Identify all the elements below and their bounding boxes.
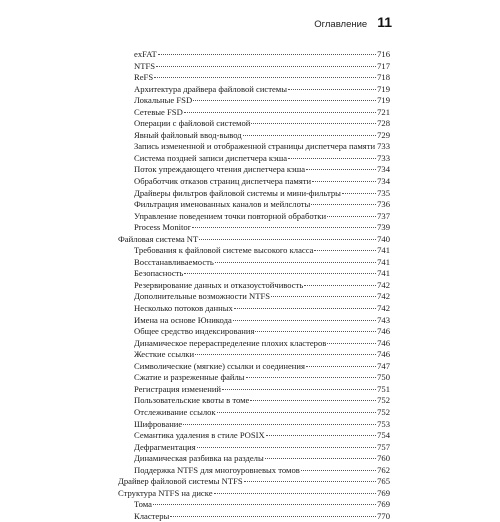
page-number: 11	[377, 14, 392, 30]
toc-entry-page: 729	[377, 129, 390, 140]
toc-entry-page: 742	[377, 303, 390, 314]
toc-entry-title: Структура NTFS на диске	[118, 487, 213, 498]
toc-entry-title: Обработчик отказов страниц диспетчера памяти	[134, 176, 312, 187]
toc-section-entry	[118, 407, 390, 419]
toc-dot-leader	[154, 77, 376, 78]
toc-dot-leader	[184, 273, 376, 274]
toc-entry-title: Символические (мягкие) ссылки и соединения	[134, 360, 305, 371]
toc-entry-page: 741	[377, 268, 390, 279]
toc-dot-leader	[314, 250, 376, 251]
toc-entry-page: 769	[377, 499, 390, 510]
toc-entry-title: Управление поведением точки повторной обработки	[134, 210, 327, 221]
toc-entry-title: Файловая система NT	[118, 233, 199, 244]
toc-section-entry	[118, 222, 390, 234]
toc-entry-title: Кластеры	[134, 510, 170, 521]
toc-dot-leader	[311, 204, 376, 205]
toc-section-entry	[118, 72, 390, 84]
page-header	[314, 14, 392, 30]
toc-entry-page: 741	[377, 256, 390, 267]
toc-section-entry	[118, 268, 390, 280]
toc-section-entry	[118, 315, 390, 327]
toc-entry-page: 769	[377, 487, 390, 498]
toc-entry-title: Шифрование	[134, 418, 183, 429]
toc-dot-leader	[288, 89, 376, 90]
toc-entry-page: 747	[377, 360, 390, 371]
toc-entry-title: ReFS	[134, 72, 154, 83]
toc-entry-page: 752	[377, 406, 390, 417]
table-of-contents	[118, 49, 390, 522]
toc-section-entry	[118, 349, 390, 361]
toc-section-entry	[118, 303, 390, 315]
toc-entry-title: Фильтрация именованных каналов и мейлслоты	[134, 199, 311, 210]
toc-entry-title: Несколько потоков данных	[134, 303, 233, 314]
toc-dot-leader	[243, 135, 376, 136]
toc-entry-page: 751	[377, 383, 390, 394]
toc-dot-leader	[215, 262, 376, 263]
toc-dot-leader	[265, 458, 376, 459]
toc-section-entry	[118, 153, 390, 165]
toc-entry-page: 740	[377, 233, 390, 244]
toc-dot-leader	[214, 493, 377, 494]
toc-section-entry	[118, 361, 390, 373]
toc-section-entry	[118, 430, 390, 442]
toc-chapter-entry	[118, 476, 390, 488]
toc-entry-title: NTFS	[134, 60, 156, 71]
toc-entry-page: 733	[377, 152, 390, 163]
toc-entry-title: Динамическая разбивка на разделы	[134, 453, 264, 464]
toc-dot-leader	[312, 181, 376, 182]
toc-entry-title: Дефрагментация	[134, 441, 196, 452]
toc-section-entry	[118, 188, 390, 200]
toc-entry-page: 765	[377, 476, 390, 487]
toc-section-entry	[118, 84, 390, 96]
toc-entry-title: Пользовательские квоты в томе	[134, 395, 250, 406]
toc-dot-leader	[306, 169, 376, 170]
toc-section-entry	[118, 384, 390, 396]
toc-dot-leader	[234, 308, 376, 309]
toc-dot-leader	[199, 239, 376, 240]
toc-entry-page: 741	[377, 245, 390, 256]
toc-entry-page: 721	[377, 106, 390, 117]
toc-entry-page: 760	[377, 453, 390, 464]
toc-entry-page: 754	[377, 430, 390, 441]
toc-dot-leader	[170, 516, 376, 517]
toc-section-entry	[118, 199, 390, 211]
toc-dot-leader	[244, 481, 376, 482]
toc-entry-page: 742	[377, 291, 390, 302]
toc-section-entry	[118, 326, 390, 338]
toc-entry-title: Операции с файловой системой	[134, 118, 251, 129]
toc-entry-title: Драйвер файловой системы NTFS	[118, 476, 243, 487]
toc-section-entry	[118, 95, 390, 107]
toc-section-entry	[118, 118, 390, 130]
toc-dot-leader	[266, 435, 376, 436]
toc-dot-leader	[184, 112, 376, 113]
toc-section-entry	[118, 499, 390, 511]
toc-section-entry	[118, 372, 390, 384]
toc-section-entry	[118, 176, 390, 188]
toc-entry-title: Тома	[134, 499, 152, 510]
toc-entry-title: Безопасность	[134, 268, 184, 279]
toc-entry-title: Архитектура драйвера файловой системы	[134, 83, 288, 94]
toc-dot-leader	[327, 343, 376, 344]
toc-dot-leader	[222, 389, 376, 390]
toc-entry-title: Поддержка NTFS для многоуровневых томов	[134, 464, 300, 475]
toc-dot-leader	[217, 412, 377, 413]
toc-entry-page: 728	[377, 118, 390, 129]
toc-entry-page: 753	[377, 418, 390, 429]
running-title: Оглавление	[314, 19, 368, 30]
toc-section-entry	[118, 164, 390, 176]
toc-entry-page: 719	[377, 83, 390, 94]
toc-entry-title: Резервирование данных и отказоустойчивость	[134, 279, 304, 290]
toc-dot-leader	[192, 227, 377, 228]
toc-section-entry	[118, 257, 390, 269]
toc-entry-page: 750	[377, 372, 390, 383]
toc-entry-title: Сетевые FSD	[134, 106, 183, 117]
toc-dot-leader	[197, 447, 376, 448]
toc-entry-page: 746	[377, 337, 390, 348]
toc-entry-title: Сжатие и разреженные файлы	[134, 372, 245, 383]
toc-dot-leader	[183, 424, 376, 425]
toc-entry-title: Общее средство индексирования	[134, 326, 255, 337]
toc-dot-leader	[153, 504, 376, 505]
toc-dot-leader	[246, 377, 377, 378]
toc-section-entry	[118, 419, 390, 431]
toc-entry-title: Динамическое перераспределение плохих кластеров	[134, 337, 327, 348]
toc-section-entry	[118, 280, 390, 292]
toc-entry-page: 716	[377, 49, 390, 59]
toc-entry-title: Имена на основе Юникода	[134, 314, 232, 325]
toc-section-entry	[118, 338, 390, 350]
toc-dot-leader	[195, 354, 376, 355]
toc-entry-page: 746	[377, 326, 390, 337]
toc-entry-title: Регистрация изменений	[134, 383, 222, 394]
toc-section-entry	[118, 61, 390, 73]
toc-dot-leader	[271, 296, 376, 297]
toc-entry-title: Требования к файловой системе высокого класса	[134, 245, 314, 256]
toc-section-entry	[118, 130, 390, 142]
toc-entry-title: Локальные FSD	[134, 95, 193, 106]
toc-entry-title: Драйверы фильтров файловой системы и мини-фильтры	[134, 187, 341, 198]
toc-entry-title: Восстанавливаемость	[134, 256, 214, 267]
toc-dot-leader	[251, 123, 376, 124]
toc-dot-leader	[306, 366, 376, 367]
toc-dot-leader	[342, 193, 376, 194]
toc-chapter-entry	[118, 488, 390, 500]
toc-entry-page: 733	[377, 141, 391, 152]
toc-entry-page: 770	[377, 510, 390, 521]
toc-entry-page: 718	[377, 72, 390, 83]
toc-entry-title: Запись измененной и отображенной страницы диспетчера памяти	[134, 141, 376, 152]
toc-dot-leader	[327, 216, 376, 217]
toc-entry-title: Жесткие ссылки	[134, 349, 195, 360]
toc-entry-page: 757	[377, 441, 390, 452]
toc-entry-title: exFAT	[134, 49, 157, 59]
toc-section-entry	[118, 245, 390, 257]
toc-entry-title: Семантика удаления в стиле POSIX	[134, 430, 265, 441]
toc-dot-leader	[233, 320, 376, 321]
toc-entry-page: 762	[377, 464, 390, 475]
toc-entry-page: 746	[377, 349, 390, 360]
toc-entry-page: 743	[377, 314, 390, 325]
toc-section-entry	[118, 395, 390, 407]
toc-entry-page: 734	[377, 164, 390, 175]
toc-section-entry	[118, 141, 390, 153]
toc-entry-title: Явный файловый ввод-вывод	[134, 129, 242, 140]
toc-entry-page: 735	[377, 187, 390, 198]
toc-dot-leader	[250, 400, 376, 401]
toc-section-entry	[118, 211, 390, 223]
toc-entry-title: Система поздней записи диспетчера кэша	[134, 152, 288, 163]
toc-entry-title: Отслеживание ссылок	[134, 406, 216, 417]
toc-entry-title: Дополнительные возможности NTFS	[134, 291, 271, 302]
toc-section-entry	[118, 465, 390, 477]
toc-dot-leader	[193, 100, 376, 101]
toc-entry-page: 736	[377, 199, 390, 210]
toc-section-entry	[118, 442, 390, 454]
toc-entry-page: 739	[377, 222, 390, 233]
toc-entry-page: 752	[377, 395, 390, 406]
toc-entry-page: 734	[377, 176, 390, 187]
toc-chapter-entry	[118, 234, 390, 246]
toc-section-entry	[118, 511, 390, 522]
toc-dot-leader	[255, 331, 376, 332]
toc-dot-leader	[156, 66, 376, 67]
toc-dot-leader	[288, 158, 376, 159]
toc-entry-page: 737	[377, 210, 390, 221]
toc-entry-page: 742	[377, 279, 390, 290]
toc-section-entry	[118, 291, 390, 303]
toc-dot-leader	[301, 470, 376, 471]
toc-entry-page: 717	[377, 60, 390, 71]
toc-section-entry	[118, 49, 390, 61]
toc-section-entry	[118, 453, 390, 465]
toc-section-entry	[118, 107, 390, 119]
toc-entry-page: 719	[377, 95, 390, 106]
toc-entry-title: Поток упреждающего чтения диспетчера кэша	[134, 164, 306, 175]
toc-dot-leader	[158, 54, 376, 55]
toc-dot-leader	[304, 285, 376, 286]
toc-entry-title: Process Monitor	[134, 222, 191, 233]
